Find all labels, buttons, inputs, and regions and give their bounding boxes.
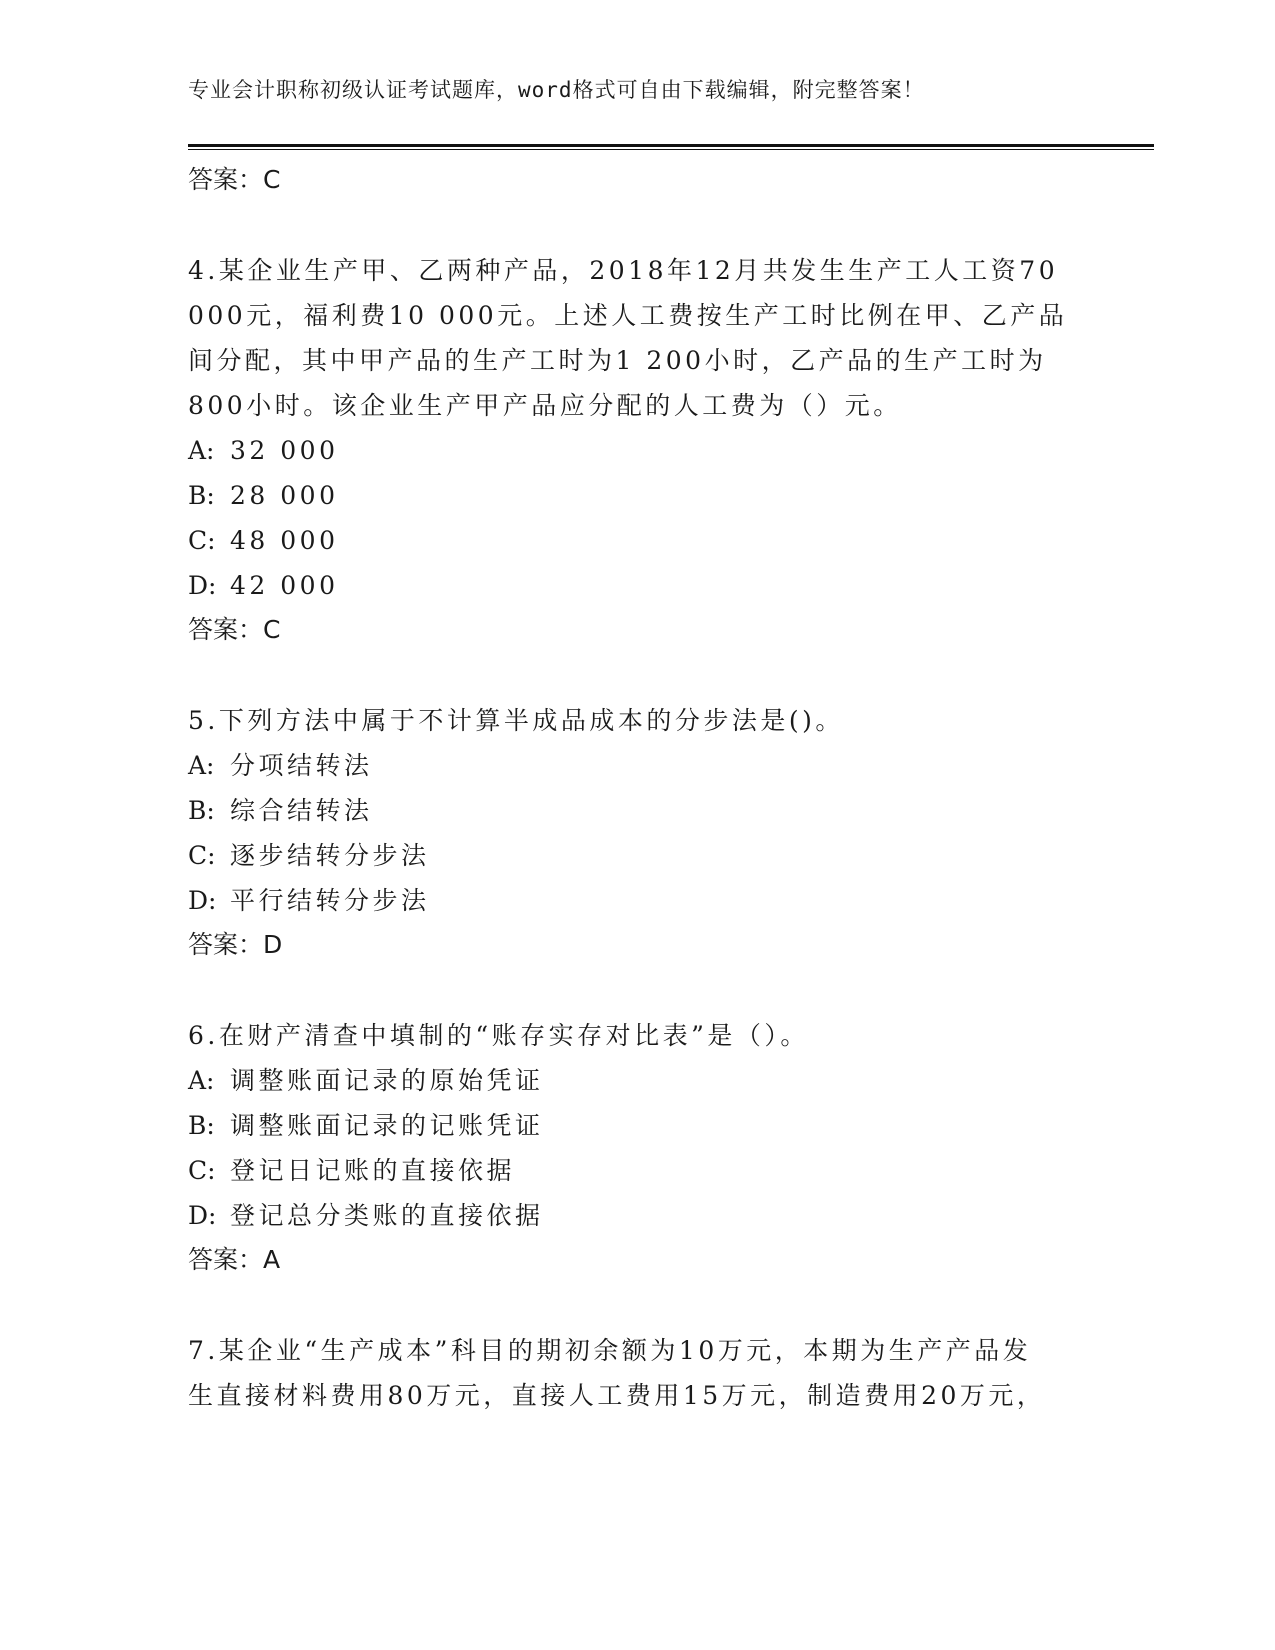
option-a: A: 分项结转法 xyxy=(188,751,373,780)
option-b: B: 调整账面记录的记账凭证 xyxy=(188,1111,544,1140)
option-c: C: 登记日记账的直接依据 xyxy=(188,1156,516,1185)
answer-line: 答案：A xyxy=(188,1245,281,1274)
option-d: D: 平行结转分步法 xyxy=(188,886,430,915)
header-rule-thin xyxy=(188,149,1154,150)
option-c: C: 48 000 xyxy=(188,526,339,555)
question-7 xyxy=(188,1328,1088,1418)
question-text: 5.下列方法中属于不计算半成品成本的分步法是()。 xyxy=(188,706,844,735)
question-6 xyxy=(188,1013,1088,1282)
question-text: 4.某企业生产甲、乙两种产品，2018年12月共发生生产工人工资70 xyxy=(188,256,1059,285)
question-text: 6.在财产清查中填制的“账存实存对比表”是（）。 xyxy=(188,1021,809,1050)
question-text: 7.某企业“生产成本”科目的期初余额为10万元，本期为生产产品发 xyxy=(188,1336,1032,1365)
document-body xyxy=(188,158,1088,1418)
question-text: 800小时。该企业生产甲产品应分配的人工费为（）元。 xyxy=(188,391,902,420)
question-text: 间分配，其中甲产品的生产工时为1 200小时，乙产品的生产工时为 xyxy=(188,346,1047,375)
option-a: A: 32 000 xyxy=(188,436,339,465)
page-header: 专业会计职称初级认证考试题库，word格式可自由下载编辑，附完整答案！ xyxy=(188,78,925,102)
question-4 xyxy=(188,248,1088,652)
question-5 xyxy=(188,698,1088,967)
question-text: 生直接材料费用80万元，直接人工费用15万元，制造费用20万元， xyxy=(188,1381,1046,1410)
option-b: B: 综合结转法 xyxy=(188,796,373,825)
option-b: B: 28 000 xyxy=(188,481,339,510)
option-c: C: 逐步结转分步法 xyxy=(188,841,430,870)
question-text: 000元，福利费10 000元。上述人工费按生产工时比例在甲、乙产品 xyxy=(188,301,1068,330)
option-d: D: 42 000 xyxy=(188,571,339,600)
answer-line: 答案：C xyxy=(188,165,281,194)
answer-line: 答案：D xyxy=(188,930,283,959)
option-a: A: 调整账面记录的原始凭证 xyxy=(188,1066,544,1095)
header-rule-thick xyxy=(188,144,1154,147)
answer-line: 答案：C xyxy=(188,615,281,644)
option-d: D: 登记总分类账的直接依据 xyxy=(188,1201,544,1230)
